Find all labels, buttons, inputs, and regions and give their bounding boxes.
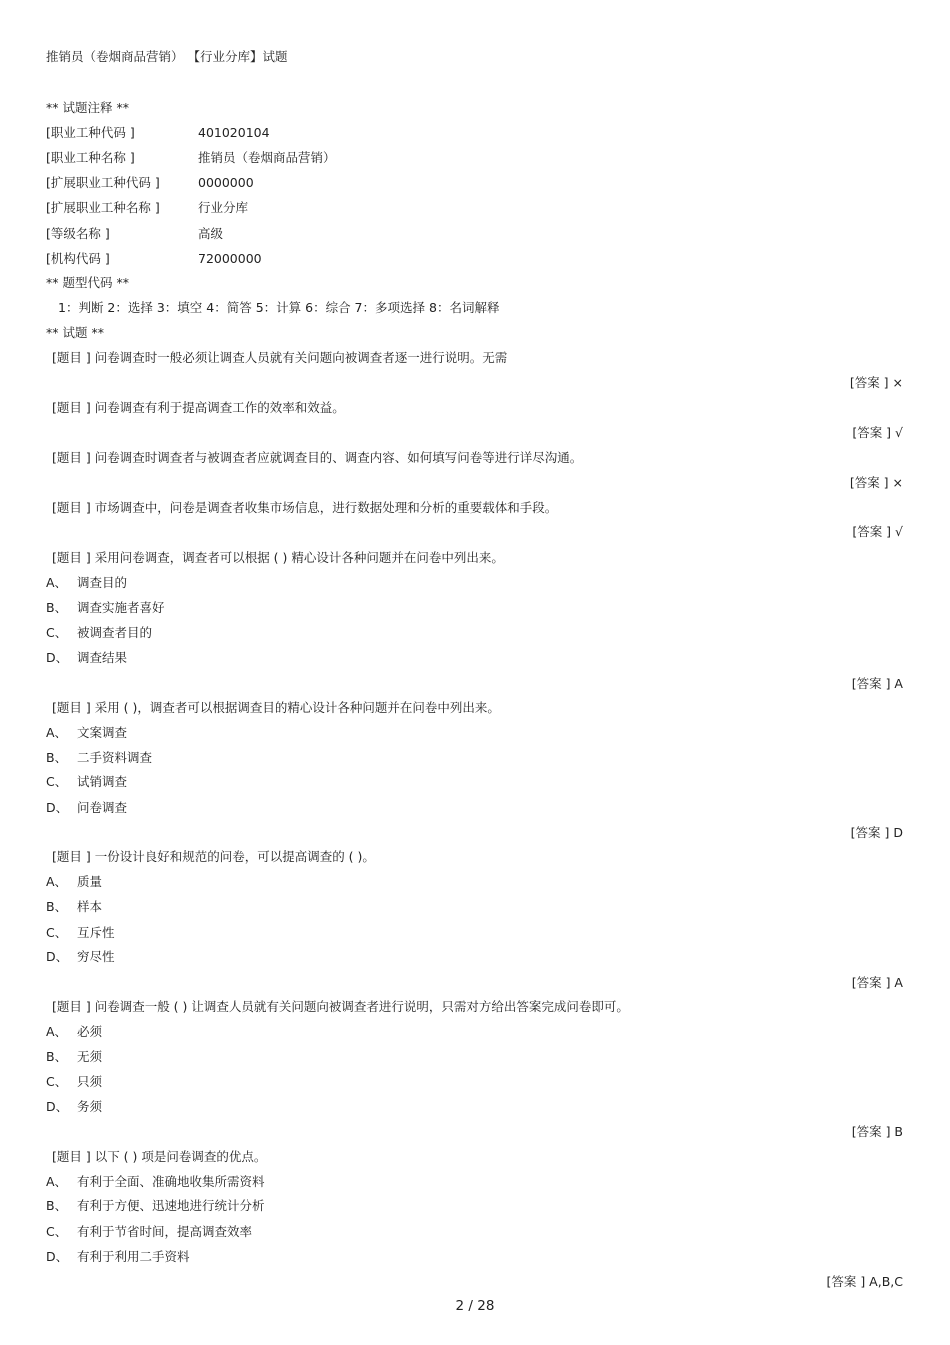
question-text: [题目 ] 以下 ( ) 项是问卷调查的优点。	[52, 1149, 267, 1164]
option-letter: D、	[46, 1249, 69, 1264]
option-text: 有利于节省时间，提高调查效率	[77, 1224, 253, 1239]
option-letter: A、	[46, 1174, 68, 1189]
option-item	[46, 799, 127, 817]
option-text: 必须	[77, 1024, 103, 1039]
option-letter: B、	[46, 750, 68, 765]
option-text: 被调查者目的	[77, 625, 153, 640]
question-text: [题目 ] 采用问卷调查，调查者可以根据 ( ) 精心设计各种问题并在问卷中列出来。	[52, 550, 504, 565]
option-letter: C、	[46, 625, 68, 640]
type-code-list: 1：判断 2：选择 3：填空 4：简答 5：计算 6：综合 7：多项选择 8：名词解释	[58, 300, 500, 315]
option-text: 质量	[77, 874, 103, 889]
answer-text: [答案 ] D	[850, 825, 903, 840]
option-letter: C、	[46, 1074, 68, 1089]
answer-text: [答案 ] A	[851, 676, 903, 691]
field-value-ext-name: 行业分库	[198, 200, 249, 215]
option-letter: D、	[46, 949, 69, 964]
option-text: 调查实施者喜好	[77, 600, 165, 615]
question-text: [题目 ] 问卷调查时一般必须让调查人员就有关问题向被调查者逐一进行说明。无需	[52, 350, 508, 365]
option-item	[46, 1248, 190, 1266]
option-item	[46, 724, 127, 742]
option-text: 有利于全面、准确地收集所需资料	[77, 1174, 265, 1189]
option-letter: B、	[46, 600, 68, 615]
option-item	[46, 1223, 252, 1241]
option-letter: A、	[46, 874, 68, 889]
option-item	[46, 924, 115, 942]
type-code-title: ** 题型代码 **	[46, 275, 129, 290]
field-label-occupation-code: [职业工种代码 ]	[46, 125, 135, 140]
option-letter: A、	[46, 575, 68, 590]
option-item	[46, 773, 127, 791]
option-item	[46, 1173, 265, 1191]
field-value-org-code: 72000000	[198, 251, 262, 266]
option-letter: A、	[46, 725, 68, 740]
option-item	[46, 1023, 102, 1041]
answer-text: [答案 ] ×	[849, 475, 903, 490]
option-text: 试销调查	[77, 774, 128, 789]
field-value-occupation-name: 推销员（卷烟商品营销）	[198, 150, 336, 165]
option-item	[46, 1098, 102, 1116]
field-label-ext-name: [扩展职业工种名称 ]	[46, 200, 160, 215]
option-text: 调查结果	[77, 650, 128, 665]
option-text: 样本	[77, 899, 103, 914]
option-text: 有利于方便、迅速地进行统计分析	[77, 1198, 265, 1213]
answer-text: [答案 ] √	[852, 425, 903, 440]
notes-title: ** 试题注释 **	[46, 100, 129, 115]
option-text: 务须	[77, 1099, 103, 1114]
question-text: [题目 ] 采用 ( )，调查者可以根据调查目的精心设计各种问题并在问卷中列出来。	[52, 700, 500, 715]
option-item	[46, 1048, 102, 1066]
option-text: 互斥性	[77, 925, 115, 940]
option-letter: C、	[46, 1224, 68, 1239]
field-label-ext-code: [扩展职业工种代码 ]	[46, 175, 160, 190]
option-item	[46, 898, 102, 916]
option-letter: B、	[46, 1049, 68, 1064]
option-letter: D、	[46, 650, 69, 665]
option-item	[46, 1197, 265, 1215]
answer-text: [答案 ] A,B,C	[826, 1274, 903, 1289]
questions-title: ** 试题 **	[46, 325, 104, 340]
option-item	[46, 624, 152, 642]
option-item	[46, 948, 115, 966]
option-letter: B、	[46, 899, 68, 914]
question-text: [题目 ] 问卷调查有利于提高调查工作的效率和效益。	[52, 400, 345, 415]
option-item	[46, 1073, 102, 1091]
page-number: 2 / 28	[455, 1298, 495, 1314]
field-value-ext-code: 0000000	[198, 175, 254, 190]
document-title: 推销员（卷烟商品营销） 【行业分库】试题	[46, 49, 288, 64]
answer-text: [答案 ] B	[851, 1124, 903, 1139]
answer-text: [答案 ] ×	[849, 375, 903, 390]
question-text: [题目 ] 一份设计良好和规范的问卷，可以提高调查的 ( )。	[52, 849, 375, 864]
field-label-level: [等级名称 ]	[46, 226, 110, 241]
option-letter: D、	[46, 1099, 69, 1114]
option-item	[46, 873, 102, 891]
option-text: 只须	[77, 1074, 103, 1089]
field-value-level: 高级	[198, 226, 224, 241]
option-text: 文案调查	[77, 725, 128, 740]
option-text: 调查目的	[77, 575, 128, 590]
option-item	[46, 599, 165, 617]
question-text: [题目 ] 问卷调查时调查者与被调查者应就调查目的、调查内容、如何填写问卷等进行详尽沟通。	[52, 450, 583, 465]
option-item	[46, 749, 152, 767]
option-letter: B、	[46, 1198, 68, 1213]
field-label-org-code: [机构代码 ]	[46, 251, 110, 266]
option-letter: C、	[46, 925, 68, 940]
option-letter: D、	[46, 800, 69, 815]
option-text: 穷尽性	[77, 949, 115, 964]
field-label-occupation-name: [职业工种名称 ]	[46, 150, 135, 165]
answer-text: [答案 ] A	[851, 975, 903, 990]
option-item	[46, 574, 127, 592]
option-letter: C、	[46, 774, 68, 789]
field-value-occupation-code: 401020104	[198, 125, 270, 140]
option-text: 问卷调查	[77, 800, 128, 815]
option-letter: A、	[46, 1024, 68, 1039]
question-text: [题目 ] 问卷调查一般 ( ) 让调查人员就有关问题向被调查者进行说明，只需对方给出答案完成问卷即可。	[52, 999, 629, 1014]
option-text: 有利于利用二手资料	[77, 1249, 190, 1264]
option-text: 二手资料调查	[77, 750, 153, 765]
answer-text: [答案 ] √	[852, 524, 903, 539]
option-text: 无须	[77, 1049, 103, 1064]
option-item	[46, 649, 127, 667]
question-text: [题目 ] 市场调查中，问卷是调查者收集市场信息，进行数据处理和分析的重要载体和手段。	[52, 500, 558, 515]
